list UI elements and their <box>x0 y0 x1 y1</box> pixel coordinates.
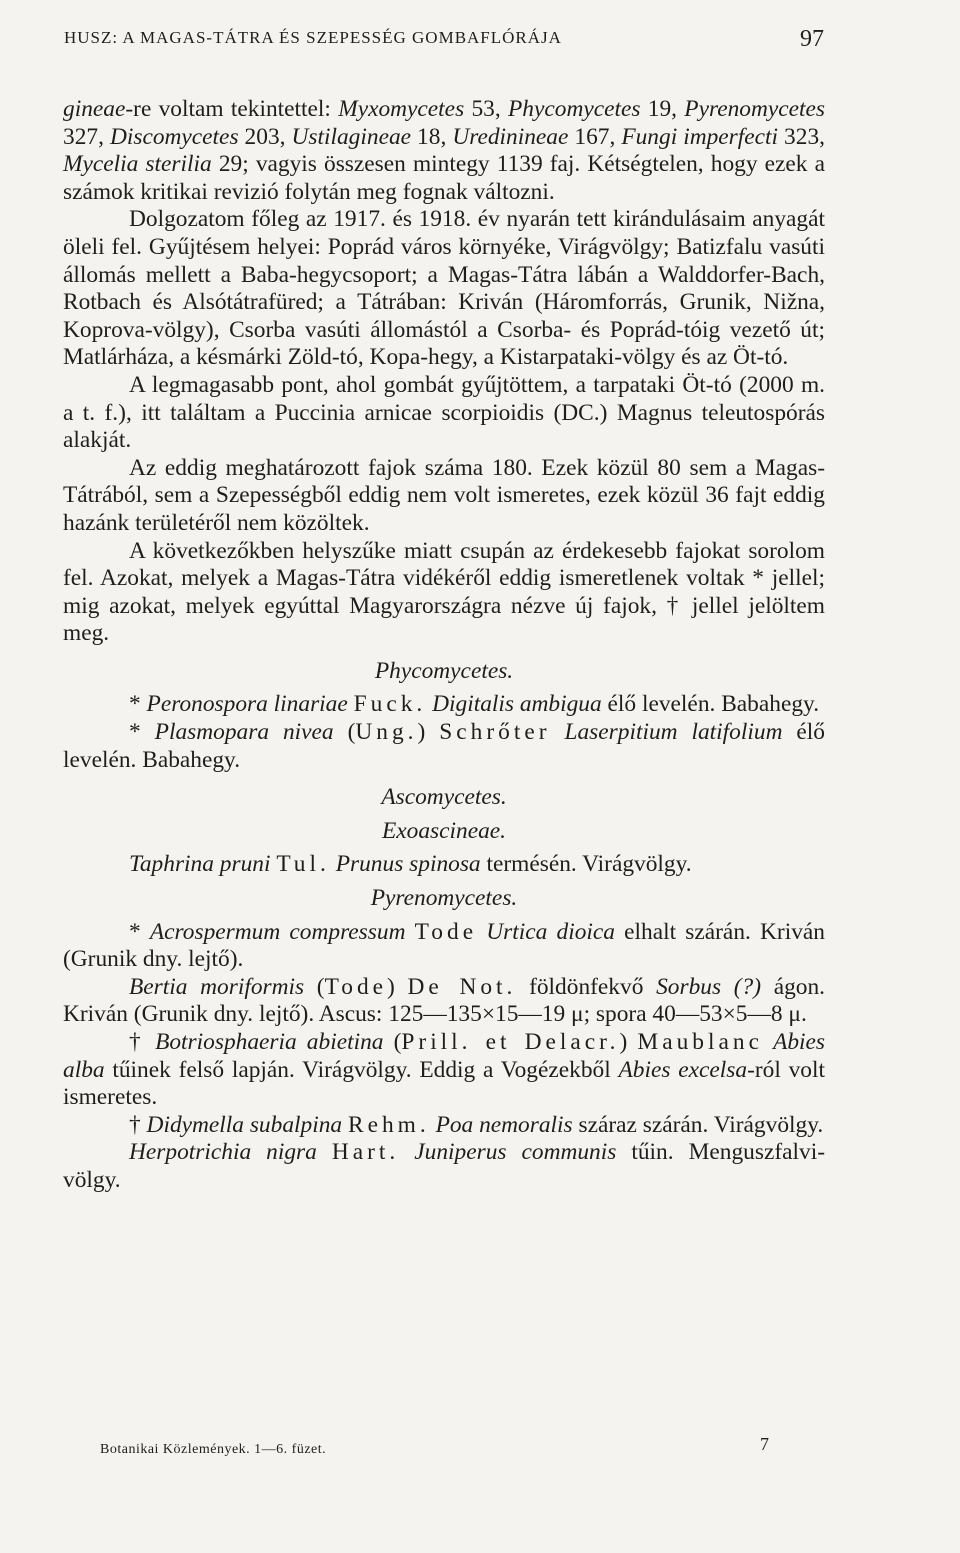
text-run: -ról volt ismeretes. <box>63 1056 825 1111</box>
text-run: ( <box>304 973 325 1000</box>
text-run <box>763 1029 773 1055</box>
journal-footer: Botanikai Közlemények. 1—6. füzet. <box>100 1442 327 1457</box>
text-run <box>405 919 414 945</box>
text-run: 203, <box>238 123 292 150</box>
italic-text: Mycelia sterilia <box>63 151 212 178</box>
text-run: ( <box>383 1029 402 1055</box>
italic-text: Discomycetes <box>109 123 239 150</box>
italic-text: Acrospermum compressum <box>149 918 406 945</box>
italic-text: Fungi imperfecti <box>621 123 779 150</box>
text-run: Maublanc <box>637 1029 763 1055</box>
text-run: tűinek felső lapján. Virágvölgy. Eddig a Vogézekből <box>104 1056 619 1083</box>
text-run <box>477 919 486 945</box>
species-entry <box>63 1029 825 1112</box>
text-run: 327, <box>63 123 110 150</box>
italic-text: Laserpitium latifolium <box>564 719 783 746</box>
text-run: tűin. Menguszfalvi-völgy. <box>63 1139 825 1193</box>
text-run: † <box>129 1029 156 1055</box>
text-run: Tode <box>324 973 388 1000</box>
running-header: HUSZ: A MAGAS-TÁTRA ÉS SZEPESSÉG GOMBAFLÓRÁJA <box>64 28 562 47</box>
section-heading: Phycomycetes. <box>374 657 514 684</box>
italic-text: Uredinineae <box>452 123 569 150</box>
text-run: * <box>129 719 155 746</box>
italic-text: Ustilagineae <box>291 123 412 150</box>
text-run: 323, <box>778 123 825 150</box>
italic-text: Abies alba <box>63 1029 826 1083</box>
italic-text: Juniperus communis <box>414 1139 617 1166</box>
text-run: * <box>129 691 147 718</box>
text-run: 167, <box>568 123 622 150</box>
signature-mark: 7 <box>760 1434 769 1454</box>
text-run: ágon. Kriván (Grunik dny. lejtő). Ascus: 125—135×15—19 μ; spora 40—53×5—8 μ. <box>63 973 826 1028</box>
text-run: Prill. et Delacr. <box>401 1029 620 1055</box>
species-entry <box>63 851 825 879</box>
text-run: -re voltam tekintettel: <box>125 96 339 122</box>
paragraph: A legmagasabb pont, ahol gombát gyűjtöttem, a tarpataki Öt-tó (2000 m. a t. f.), itt találtam a Puccinia arnicae scorpioidis (DC.) Magnus teleutospórás alakját. <box>63 371 825 454</box>
section-heading: Ascomycetes. <box>381 784 507 811</box>
text-run: * <box>129 918 150 945</box>
text-run: † <box>129 1111 147 1138</box>
text-run: 29; vagyis összesen mintegy 1139 faj. Kétségtelen, hogy ezek a számok kritikai revizió folytán meg fognak változni. <box>63 151 825 205</box>
species-entry <box>63 974 825 1029</box>
page-number: 97 <box>800 26 824 52</box>
text-run: ) <box>417 719 440 746</box>
text-run: elhalt szárán. Kriván (Grunik dny. lejtő). <box>63 918 825 973</box>
italic-text: Phycomycetes <box>508 96 641 122</box>
text-run <box>399 1139 414 1165</box>
text-run: 18, <box>411 123 453 150</box>
text-run: Ung. <box>355 719 418 746</box>
species-entry <box>63 719 825 774</box>
italic-text: Abies excelsa <box>618 1056 748 1083</box>
text-run: 53, <box>464 96 508 122</box>
species-entry <box>63 1112 825 1140</box>
text-run <box>551 719 565 745</box>
text-run: ) <box>387 973 408 1000</box>
text-run: Tode <box>414 918 478 945</box>
italic-text: Peronospora linariae <box>146 691 348 718</box>
italic-text: Pyrenomycetes <box>684 96 825 122</box>
paragraph: Dolgozatom főleg az 1917. és 1918. év nyarán tett kirándulásaim anyagát öleli fel. Gyűjtésem helyei: Poprád város környéke, Virágvölgy; Batizfalu vasúti állomás mellett a Baba-hegycsoport; a Magas-Tátra lábán a Walddorfer-Bach, Rotbach és Alsótátrafüred; a Tátrában: Kriván (Háromforrás, Grunik, Nižna, Koprova-völgy), Csorba vasúti állomástól a Csorba- és Poprád-tóig vezető út; Matlárháza, a késmárki Zöld-tó, Kopa-hegy, a Kistarpataki-völgy és az Öt-tó. <box>63 206 825 371</box>
text-run: ( <box>333 719 356 746</box>
italic-text: Herpotrichia nigra <box>129 1139 317 1166</box>
text-run: De Not. <box>407 973 517 1000</box>
text-run: Rehm. <box>347 1111 430 1138</box>
main-text <box>63 96 825 1195</box>
paragraph: Az eddig meghatározott fajok száma 180. Ezek közül 80 sem a Magas-Tátrából, sem a Szepességből eddig nem volt ismeretes, ezek közül 36 fajt eddig hazánk területéről nem közöltek. <box>63 454 825 536</box>
paragraph <box>63 96 825 206</box>
italic-text: gineae <box>63 96 126 122</box>
text-run: élő levelén. Babahegy. <box>63 719 825 773</box>
species-entry <box>63 919 825 974</box>
italic-text: Myxomycetes <box>338 96 465 122</box>
paragraph: A következőkben helyszűke miatt csupán az érdekesebb fajokat sorolom fel. Azokat, melyek a Magas-Tátra vidékéről eddig ismeretlenek voltak * jellel; mig azokat, melyek egyúttal Magyarországra nézve új fajok, † jellel jelöltem meg. <box>63 537 825 647</box>
italic-text: Prunus spinosa <box>335 851 481 878</box>
species-entry <box>63 1139 825 1194</box>
text-run: Fuck. <box>353 691 427 718</box>
text-run <box>317 1139 332 1165</box>
italic-text: Botriosphaeria abietina <box>155 1029 384 1055</box>
text-run: száraz szárán. Virágvölgy. <box>572 1111 824 1138</box>
italic-text: Poa nemoralis <box>435 1111 573 1138</box>
text-run: Tul. <box>276 851 330 878</box>
text-run: földönfekvő <box>516 973 657 1000</box>
text-run: élő levelén. Babahegy. <box>601 691 820 718</box>
italic-text: Plasmopara nivea <box>154 719 334 746</box>
italic-text: Urtica dioica <box>486 918 615 945</box>
text-run: ) <box>619 1029 638 1055</box>
italic-text: Taphrina pruni <box>129 851 271 878</box>
species-entry <box>63 691 825 719</box>
subsection-heading: Pyrenomycetes. <box>370 885 518 912</box>
italic-text: Sorbus (?) <box>656 973 762 1000</box>
subsection-heading: Exoascineae. <box>381 817 507 844</box>
text-run: termésén. Virágvölgy. <box>480 851 692 878</box>
text-run: 19, <box>640 96 685 122</box>
text-run: Hart. <box>331 1139 400 1166</box>
italic-text: Didymella subalpina <box>146 1111 343 1138</box>
italic-text: Bertia moriformis <box>129 973 305 1000</box>
text-run: Schrőter <box>439 719 551 746</box>
italic-text: Digitalis ambigua <box>432 691 602 718</box>
